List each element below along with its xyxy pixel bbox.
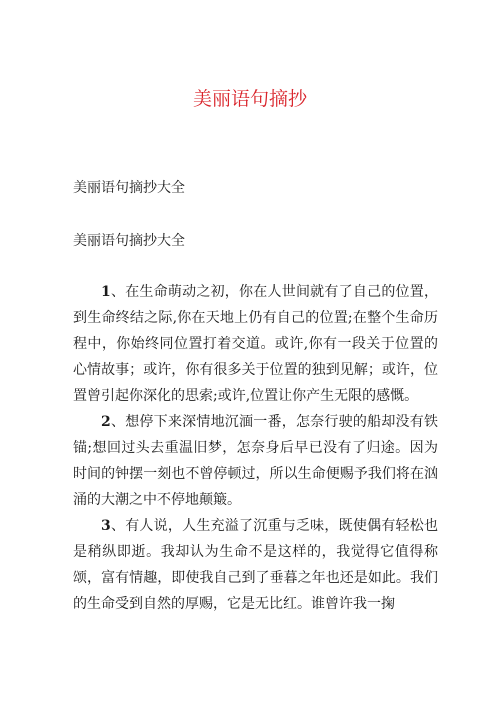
body-text bbox=[73, 279, 438, 617]
paragraph-2 bbox=[73, 409, 438, 513]
page-title: 美丽语句摘抄 bbox=[192, 88, 307, 110]
paragraph-2-text: 、想停下来深情地沉湎一番，怎奈行驶的船却没有铁锚;想回过头去重温旧梦，怎奈身后早已没有了归途。因为时间的钟摆一刻也不曾停顿过，所以生命便赐予我们将在汹涌的大潮之中不停地颠簸。 bbox=[73, 414, 438, 508]
paragraph-3-text: 、有人说，人生充溢了沉重与乏味，既使偶有轻松也是稍纵即逝。我却认为生命不是这样的，我觉得它值得称颂，富有情趣，即使我自己到了垂暮之年也还是如此。我们的生命受到自然的厚赐，它是无比红。谁曾许我一掬 bbox=[73, 518, 438, 612]
paragraph-1 bbox=[73, 279, 438, 409]
paragraph-2-number: 2 bbox=[101, 414, 111, 430]
paragraph-1-text: 、在生命萌动之初，你在人世间就有了自己的位置，到生命终结之际,你在天地上仍有自己的位置;在整个生命历程中，你始终同位置打着交道。或许,你有一段关于位置的心情故事；或许，你有很多关于位置的独到见解；或许，位置曾引起你深化的思索;或许,位置让你产生无限的感慨。 bbox=[73, 284, 438, 404]
subheading-2: 美丽语句摘抄大全 bbox=[73, 233, 185, 249]
paragraph-3 bbox=[73, 513, 438, 617]
paragraph-1-number: 1 bbox=[101, 284, 111, 300]
subheading-1: 美丽语句摘抄大全 bbox=[73, 180, 185, 196]
paragraph-3-number: 3 bbox=[101, 518, 111, 534]
